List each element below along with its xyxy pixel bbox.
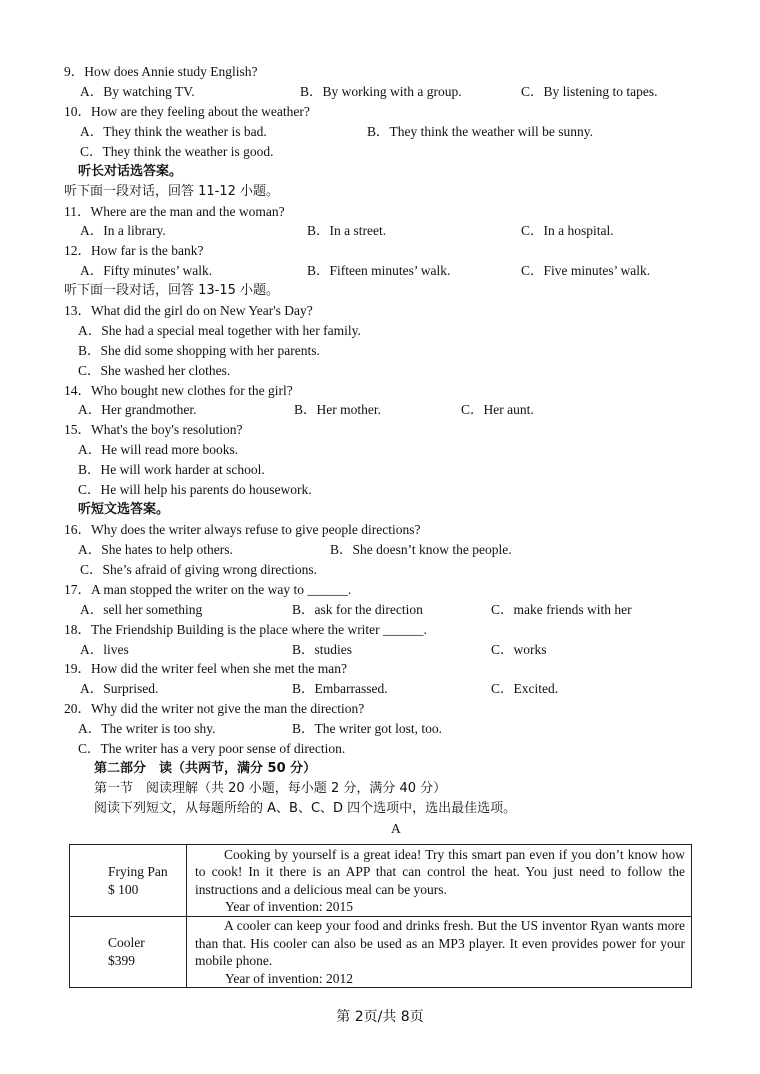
instruction-13-15: 听下面一段对话，回答 13-15 小题。 [64,283,280,298]
page-footer: 第 2页/共 8页 [336,1009,424,1025]
item-price: $ 100 [108,881,139,897]
question-16-stem: 16．Why does the writer always refuse to give people directions? [64,522,421,537]
item-name: Frying Pan [108,863,168,879]
question-19-option-c: C．Excited. [491,681,559,696]
question-15-option-c: C．He will help his parents do housework. [78,482,312,497]
question-11-option-b: B．In a street. [307,223,387,238]
question-14-option-a: A．Her grandmother. [78,402,197,417]
table-row [70,845,692,917]
question-16-option-a: A．She hates to help others. [78,542,233,557]
question-20-option-c: C．The writer has a very poor sense of direction. [78,741,346,756]
item-name-cell [70,845,187,917]
section-passage-heading: 听短文选答案。 [78,502,170,517]
question-15-stem: 15．What's the boy's resolution? [64,422,243,437]
question-17-option-a: A．sell her something [80,602,203,617]
table-row [70,917,692,988]
question-12-option-a: A．Fifty minutes’ walk. [80,263,213,278]
item-name: Cooler [108,935,145,950]
part2-title: 第二部分 读（共两节，满分 50 分） [94,761,317,776]
question-12-stem: 12．How far is the bank? [64,243,204,258]
item-description: A cooler can keep your food and drinks fresh. But the US inventor Ryan wants more than that. His cooler can also be used as an MP3 player. It even provides power for your mobile phone. [195,918,685,968]
question-15-option-a: A．He will read more books. [78,442,239,457]
section-long-dialog-heading: 听长对话选答案。 [78,164,183,179]
question-20-option-a: A．The writer is too shy. [78,721,216,736]
question-10-stem: 10．How are they feeling about the weather? [64,104,310,119]
item-description-cell [187,917,692,988]
question-9-option-c: C．By listening to tapes. [521,84,658,99]
item-name-cell [70,917,187,988]
question-20-stem: 20．Why did the writer not give the man the direction? [64,701,365,716]
part2-section1-heading: 第一节 阅读理解（共 20 小题，每小题 2 分，满分 40 分） [94,781,447,796]
question-20-option-b: B．The writer got lost, too. [292,721,442,736]
question-9-option-b: B．By working with a group. [300,84,462,99]
question-18-option-b: B．studies [292,642,353,657]
instruction-11-12: 听下面一段对话，回答 11-12 小题。 [64,184,280,199]
question-17-stem: 17．A man stopped the writer on the way to ______. [64,582,352,597]
question-13-option-a: A．She had a special meal together with her family. [78,323,361,338]
question-14-stem: 14．Who bought new clothes for the girl? [64,383,293,398]
question-12-option-b: B．Fifteen minutes’ walk. [307,263,451,278]
item-year: Year of invention: 2012 [225,970,353,986]
question-19-stem: 19．How did the writer feel when she met the man? [64,661,348,676]
question-16-option-b: B．She doesn’t know the people. [330,542,512,557]
inventions-table [69,844,692,988]
question-11-option-a: A．In a library. [80,223,166,238]
question-9-stem: 9．How does Annie study English? [64,64,258,79]
question-18-option-c: C．works [491,642,547,657]
item-year: Year of invention: 2015 [225,899,353,914]
question-13-option-b: B．She did some shopping with her parents. [78,343,320,358]
question-19-option-a: A．Surprised. [80,681,159,696]
question-17-option-c: C．make friends with her [491,602,632,617]
question-13-option-c: C．She washed her clothes. [78,363,231,378]
passage-label: A [391,821,401,836]
item-description-cell [187,845,692,917]
question-9-option-a: A．By watching TV. [80,84,195,99]
question-17-option-b: B．ask for the direction [292,602,423,617]
question-12-option-c: C．Five minutes’ walk. [521,263,651,278]
question-18-option-a: A．lives [80,642,129,657]
question-11-option-c: C．In a hospital. [521,223,614,238]
question-10-option-a: A．They think the weather is bad. [80,124,267,139]
question-19-option-b: B．Embarrassed. [292,681,388,696]
question-18-stem: 18．The Friendship Building is the place where the writer ______. [64,622,427,637]
question-16-option-c: C．She’s afraid of giving wrong directions. [80,562,317,577]
item-description: Cooking by yourself is a great idea! Try this smart pan even if you don’t know how to cook! In it there is an APP that can control the heat. You just need to follow the instructions and a delicious meal can be yours. [195,846,685,897]
question-14-option-c: C．Her aunt. [461,402,534,417]
item-price: $399 [108,953,135,968]
question-14-option-b: B．Her mother. [294,402,381,417]
question-10-option-b: B．They think the weather will be sunny. [367,124,593,139]
question-15-option-b: B．He will work harder at school. [78,462,265,477]
question-10-option-c: C．They think the weather is good. [80,144,274,159]
question-13-stem: 13．What did the girl do on New Year's Day? [64,303,313,318]
question-11-stem: 11．Where are the man and the woman? [64,204,285,219]
part2-instruction: 阅读下列短文，从每题所给的 A、B、C、D 四个选项中，选出最佳选项。 [94,801,517,816]
